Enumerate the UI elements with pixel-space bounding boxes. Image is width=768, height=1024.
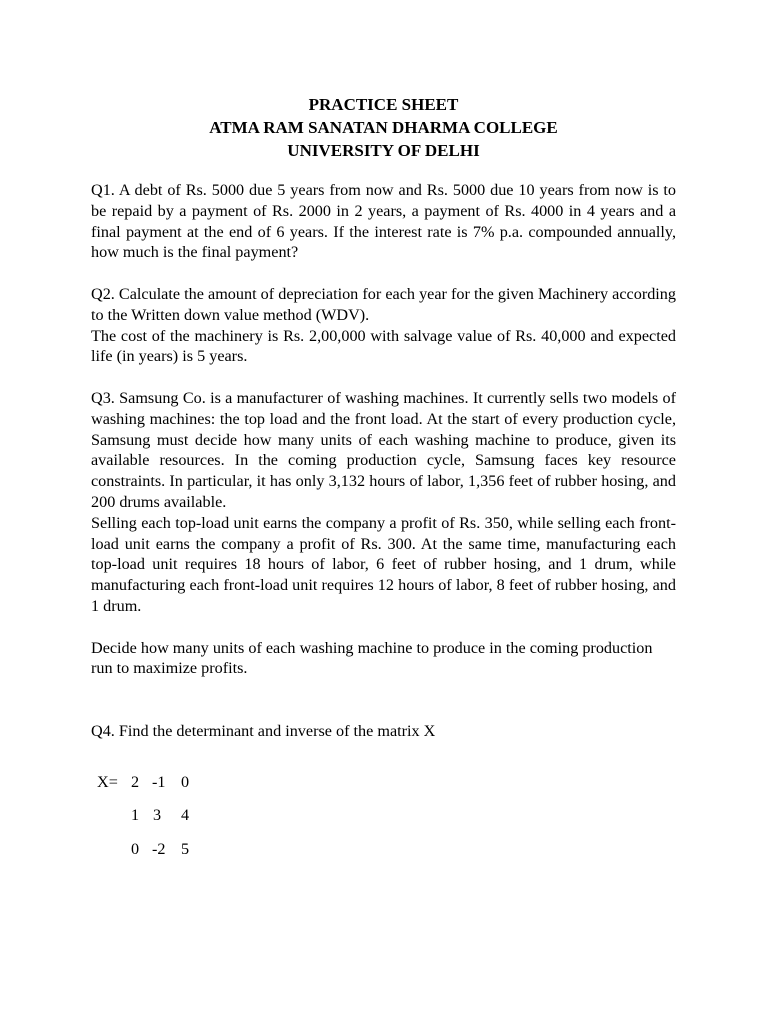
sheet-heading — [91, 93, 676, 162]
college-name: ATMA RAM SANATAN DHARMA COLLEGE — [209, 118, 558, 137]
matrix-cell: -2 — [152, 840, 166, 858]
matrix-cell: 4 — [181, 806, 190, 824]
question-2-details: The cost of the machinery is Rs. 2,00,000 with salvage value of Rs. 40,000 and expected life (in years) is 5 years. — [91, 326, 676, 366]
practice-sheet — [91, 93, 676, 742]
question-2-text: Q2. Calculate the amount of depreciation for each year for the given Machinery according to the Written down value method (WDV). — [91, 284, 676, 324]
matrix-cell: 1 — [131, 806, 140, 824]
university-name: UNIVERSITY OF DELHI — [287, 141, 480, 160]
matrix-cell: 3 — [153, 806, 162, 824]
question-3-text: Q3. Samsung Co. is a manufacturer of washing machines. It currently sells two models of washing machines: the top load and the front load. At the start of every production cycle, Samsung must decide how many units of each washing machine to produce, given its available resources. In the coming production cycle, Samsung faces key resource constraints. In particular, it has only 3,132 hours of labor, 1,356 feet of rubber hosing, and 200 drums available. — [91, 388, 676, 511]
matrix-cell: -1 — [152, 773, 166, 791]
question-1: Q1. A debt of Rs. 5000 due 5 years from now and Rs. 5000 due 10 years from now is to be repaid by a payment of Rs. 2000 in 2 years, a payment of Rs. 4000 in 4 years and a final payment at the end of 6 years. If the interest rate is 7% p.a. compounded annually, how much is the final payment? — [91, 181, 676, 262]
question-3-task: Decide how many units of each washing machine to produce in the coming production run to maximize profits. — [91, 638, 653, 678]
matrix-cell: 5 — [181, 840, 190, 858]
matrix-cell: 0 — [181, 773, 190, 791]
matrix-cell: 0 — [131, 840, 140, 858]
question-4: Q4. Find the determinant and inverse of the matrix X — [91, 721, 436, 740]
matrix-label: X= — [97, 773, 118, 791]
matrix-cell: 2 — [131, 773, 140, 791]
sheet-title: PRACTICE SHEET — [308, 95, 459, 114]
question-3-details: Selling each top-load unit earns the company a profit of Rs. 350, while selling each front-load unit earns the company a profit of Rs. 300. At the same time, manufacturing each top-load unit requires 18 hours of labor, 6 feet of rubber hosing, and 1 drum, while manufacturing each front-load unit requires 12 hours of labor, 8 feet of rubber hosing, and 1 drum. — [91, 513, 676, 615]
